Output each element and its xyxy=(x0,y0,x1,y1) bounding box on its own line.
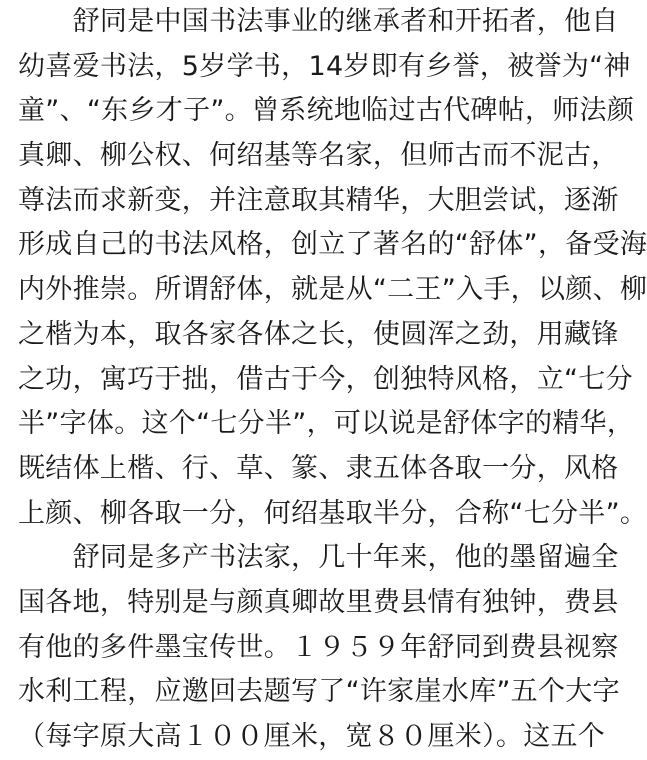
text-line: 舒同是中国书法事业的继承者和开拓者，他自 xyxy=(18,6,619,37)
text-line: 水利工程，应邀回去题写了“许家崖水库”五个大字 xyxy=(18,676,620,708)
article-body xyxy=(18,0,647,760)
text-line: 尊法而求新变，并注意取其精华，大胆尝试，逐渐 xyxy=(18,184,619,216)
text-line: 之功，寓巧于拙，借古于今，创独特风格，立“七分 xyxy=(18,363,633,395)
text-line: 幼喜爱书法，5岁学书，14岁即有乡誉，被誉为“神 xyxy=(18,50,631,82)
text-line: 半”字体。这个“七分半”，可以说是舒体字的精华， xyxy=(18,408,635,440)
text-line: 舒同是多产书法家，几十年来，他的墨留遍全 xyxy=(18,542,619,574)
text-line: 有他的多件墨宝传世。１９５９年舒同到费县视察 xyxy=(18,631,619,663)
text-line: （每字原大高１００厘米，宽８０厘米）。这五个 xyxy=(18,721,606,752)
text-line: 形成自己的书法风格，创立了著名的“舒体”，备受海 xyxy=(18,229,647,261)
text-line: 之楷为本，取各家各体之长，使圆浑之劲，用藏锋 xyxy=(18,318,619,350)
text-line: 内外推崇。所谓舒体，就是从“二王”入手，以颜、柳 xyxy=(18,274,647,306)
text-line: 国各地，特别是与颜真卿故里费县情有独钟，费县 xyxy=(18,586,619,618)
text-line: 童”、“东乡才子”。曾系统地临过古代碑帖，师法颜 xyxy=(18,95,635,127)
text-line: 真卿、柳公权、何绍基等名家，但师古而不泥古， xyxy=(18,140,619,172)
text-line: 上颜、柳各取一分，何绍基取半分，合称“七分半”。 xyxy=(18,497,647,529)
text-line: 既结体上楷、行、草、篆、隶五体各取一分，风格 xyxy=(18,452,619,484)
